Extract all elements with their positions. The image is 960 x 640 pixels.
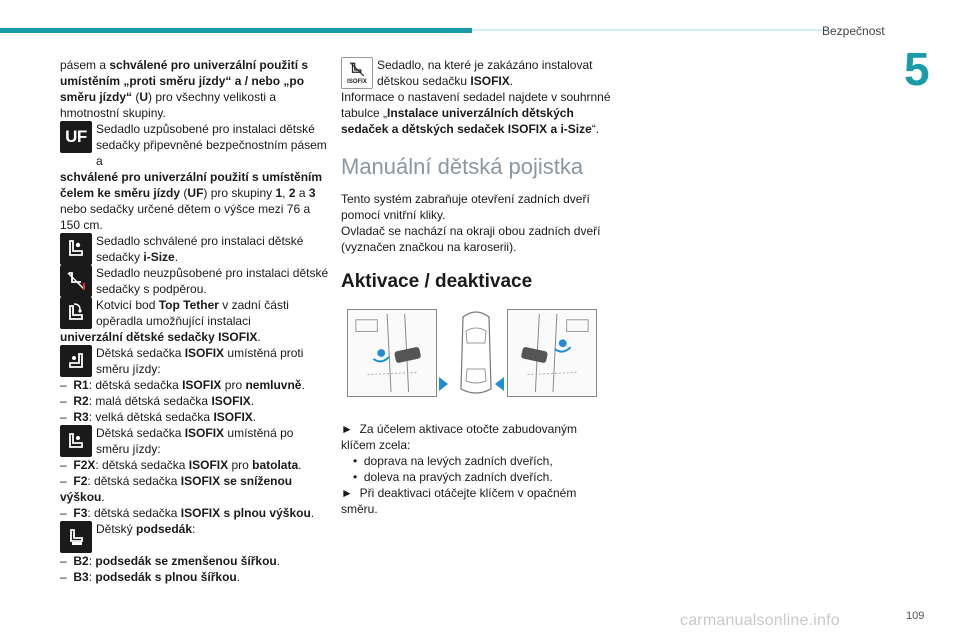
left-door-illustration	[347, 309, 437, 397]
forward-facing-entry: Dětská sedačka ISOFIX umístěná po směru jízdy:	[60, 425, 330, 457]
step-deactivate: ► Při deaktivaci otáčejte klíčem v opačném směru.	[341, 486, 577, 516]
item-r3: – R3: velká dětská sedačka ISOFIX.	[60, 410, 257, 424]
left-door-drawing	[348, 310, 436, 396]
step-activate: ► Za účelem aktivace otočte zabudovaným klíčem zcela:	[341, 422, 578, 452]
support-leg-icon	[60, 265, 92, 297]
right-pointer-arrow-icon	[439, 377, 448, 391]
right-door-illustration	[507, 309, 597, 397]
forward-facing-seat-icon	[60, 425, 92, 457]
support-leg-entry: Sedadlo neuzpůsobené pro instalaci dětské sedačky s podpěrou.	[60, 265, 330, 297]
item-b2: – B2: podsedák se zmenšenou šířkou.	[60, 554, 281, 568]
chapter-number: 5	[904, 43, 930, 95]
page-number: 109	[906, 610, 925, 622]
rear-facing-seat-icon	[60, 345, 92, 377]
rear-facing-entry: Dětská sedačka ISOFIX umístěná proti směru jízdy:	[60, 345, 330, 377]
watermark: carmanualsonline.info	[680, 612, 840, 629]
no-isofix-icon: ISOFIX	[341, 57, 373, 89]
uf-paragraph: schválené pro univerzální použití s umístěním čelem ke směru jízdy (UF) pro skupiny 1, 2 a 3 nebo sedačky určené dětem o výšce mezi 76 a 150 cm.	[60, 170, 323, 232]
header-accent-bar	[0, 28, 472, 33]
header-thin-line	[472, 29, 830, 31]
manual-paragraph-2: Ovladač se nachází na okraji obou zadních dveří (vyznačen značkou na karoserii).	[341, 224, 601, 254]
booster-entry: Dětský podsedák:	[60, 521, 330, 553]
car-top-view-icon	[451, 309, 501, 397]
info-paragraph: Informace o nastavení sedadel najdete v souhrnné tabulce „Instalace univerzálních dětských sedaček a dětských sedaček ISOFIX a i-Size“.	[341, 90, 611, 136]
bullet-right-doors: • doleva na pravých zadních dveřích.	[353, 470, 553, 484]
bullet-left-doors: • doprava na levých zadních dveřích,	[353, 454, 553, 468]
section-title: Bezpečnost	[822, 24, 885, 38]
item-f2x: – F2X: dětská sedačka ISOFIX pro batolata.	[60, 458, 302, 472]
illustration	[341, 309, 611, 399]
item-f2: – F2: dětská sedačka ISOFIX se sníženou výškou.	[60, 474, 293, 504]
right-door-drawing	[508, 310, 596, 396]
tether-continued: univerzální dětské sedačky ISOFIX.	[60, 330, 261, 344]
item-r2: – R2: malá dětská sedačka ISOFIX.	[60, 394, 255, 408]
paragraph-universal: pásem a schválené pro univerzální použití s umístěním „proti směru jízdy“ a / nebo „po směru jízdy“ (U) pro všechny velikosti a hmotnostní skupiny.	[60, 58, 309, 120]
uf-icon: UF	[60, 121, 92, 153]
heading-manual-lock: Manuální dětská pojistka	[341, 154, 584, 179]
top-tether-icon	[60, 297, 92, 329]
item-f3: – F3: dětská sedačka ISOFIX s plnou výškou.	[60, 506, 315, 520]
top-tether-entry: Kotvicí bod Top Tether v zadní části opěradla umožňující instalaci	[60, 297, 330, 329]
isize-entry: Sedadlo schválené pro instalaci dětské sedačky i-Size.	[60, 233, 330, 265]
manual-paragraph-1: Tento systém zabraňuje otevření zadních dveří pomocí vnitřní kliky.	[341, 192, 590, 222]
item-r1: – R1: dětská sedačka ISOFIX pro nemluvně.	[60, 378, 305, 392]
no-isofix-entry: ISOFIX Sedadlo, na které je zakázáno instalovat dětskou sedačku ISOFIX.	[341, 57, 611, 89]
uf-entry: UF Sedadlo uzpůsobené pro instalaci dětské sedačky připevněné bezpečnostním pásem a	[60, 121, 330, 169]
heading-activation: Aktivace / deaktivace	[341, 271, 533, 292]
left-pointer-arrow-icon	[495, 377, 504, 391]
item-b3: – B3: podsedák s plnou šířkou.	[60, 570, 241, 584]
right-column	[341, 57, 611, 517]
booster-seat-icon	[60, 521, 92, 553]
isize-seat-icon	[60, 233, 92, 265]
left-column	[60, 57, 330, 585]
